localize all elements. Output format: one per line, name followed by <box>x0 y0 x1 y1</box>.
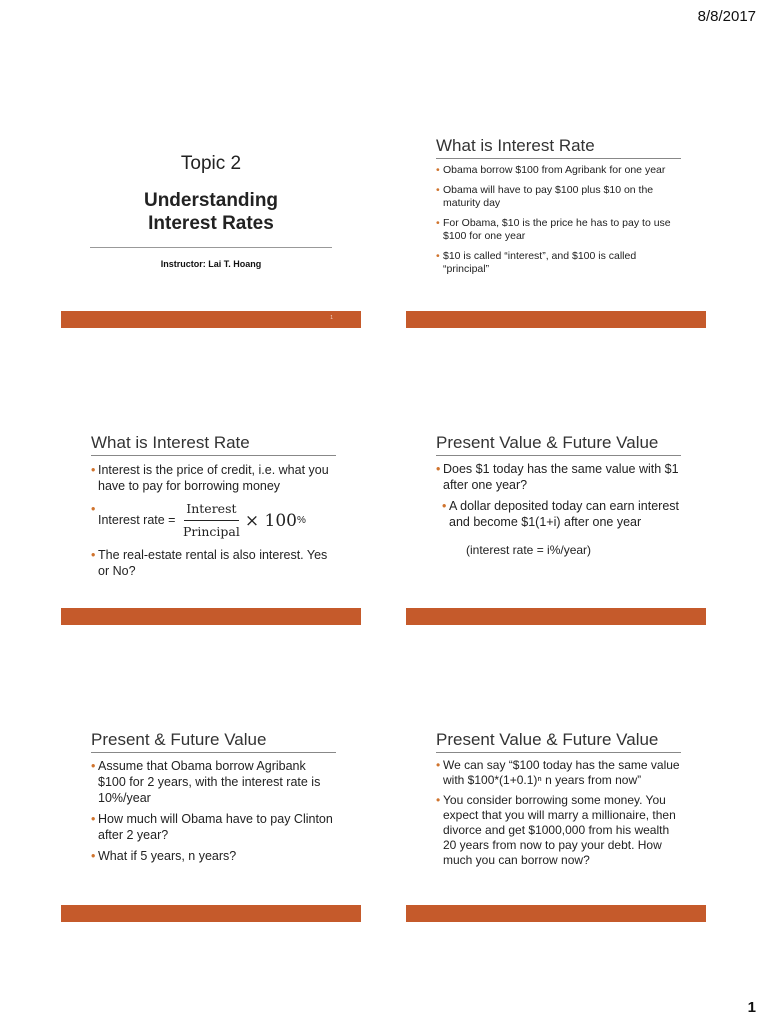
multiplier: × 100 <box>244 510 297 531</box>
topic-label: Topic 2 <box>180 153 242 174</box>
bullet-item: • We can say “$100 today has the same value with $100*(1+0.1)ⁿ n years from now” <box>436 758 681 788</box>
formula-item <box>91 499 336 542</box>
bullet-item: • What if 5 years, n years? <box>91 848 336 864</box>
slide-2 <box>406 133 706 328</box>
slide-footer-band <box>406 311 706 328</box>
instructor-name: Instructor: Lai T. Hoang <box>160 259 262 269</box>
bullet-list <box>436 758 681 873</box>
slide-title: What is Interest Rate <box>91 433 336 456</box>
bullet-item: • Interest is the price of credit, i.e. what you have to pay for borrowing money <box>91 462 336 494</box>
deck-title <box>90 189 332 235</box>
slide-6 <box>406 727 706 922</box>
slide-title: Present Value & Future Value <box>436 433 681 456</box>
numerator: Interest <box>184 499 238 521</box>
bullet-item: • Obama will have to pay $100 plus $10 on the maturity day <box>436 184 681 210</box>
bullet-list <box>436 164 681 283</box>
slide-footer-band <box>61 311 361 328</box>
slide-5 <box>61 727 361 922</box>
formula-label: Interest rate = <box>98 512 176 527</box>
slide-1-title <box>61 133 361 328</box>
fraction <box>181 499 242 542</box>
sub-bullet-item: • A dollar deposited today can earn interest and become $1(1+i) after one year <box>442 498 681 530</box>
slide-4 <box>406 430 706 625</box>
slide-footer-band <box>406 905 706 922</box>
title-block <box>90 133 332 269</box>
page-number: 1 <box>747 999 756 1016</box>
title-divider <box>90 247 332 248</box>
deck-title-line2: Interest Rates <box>148 213 274 234</box>
slide-title: Present Value & Future Value <box>436 730 681 753</box>
page-date: 8/8/2017 <box>697 8 756 25</box>
bullet-list <box>91 758 336 869</box>
bullet-item: • How much will Obama have to pay Clinton after 2 year? <box>91 811 336 843</box>
bullet-item: • Assume that Obama borrow Agribank $100 for 2 years, with the interest rate is 10%/year <box>91 758 336 806</box>
slide-footer-band <box>61 608 361 625</box>
bullet-list <box>91 462 336 584</box>
bullet-item: • You consider borrowing some money. You expect that you will marry a millionaire, then divorce and get $1000,000 from his wealth 20 years from now to pay your debt. How much you can borrow now? <box>436 793 681 868</box>
bullet-list <box>436 461 681 535</box>
slide-footer-band <box>61 905 361 922</box>
note-block <box>436 542 681 558</box>
interest-rate-formula <box>181 499 306 542</box>
bullet-item: • Obama borrow $100 from Agribank for one year <box>436 164 681 177</box>
percent-sign: % <box>296 514 306 526</box>
slide-title: Present & Future Value <box>91 730 336 753</box>
slide-3 <box>61 430 361 625</box>
slide-title: What is Interest Rate <box>436 136 681 159</box>
deck-title-line1: Understanding <box>143 190 279 211</box>
denominator: Principal <box>182 524 240 539</box>
slide-number: 1 <box>330 315 333 321</box>
bullet-item: • For Obama, $10 is the price he has to pay to use $100 for one year <box>436 217 681 243</box>
bullet-item: • The real-estate rental is also interest. Yes or No? <box>91 547 336 579</box>
slide-footer-band <box>406 608 706 625</box>
bullet-item: • Does $1 today has the same value with $1 after one year? <box>436 461 681 493</box>
interest-rate-note: (interest rate = i%/year) <box>466 543 592 557</box>
bullet-item: • $10 is called “interest”, and $100 is called “principal” <box>436 250 681 276</box>
